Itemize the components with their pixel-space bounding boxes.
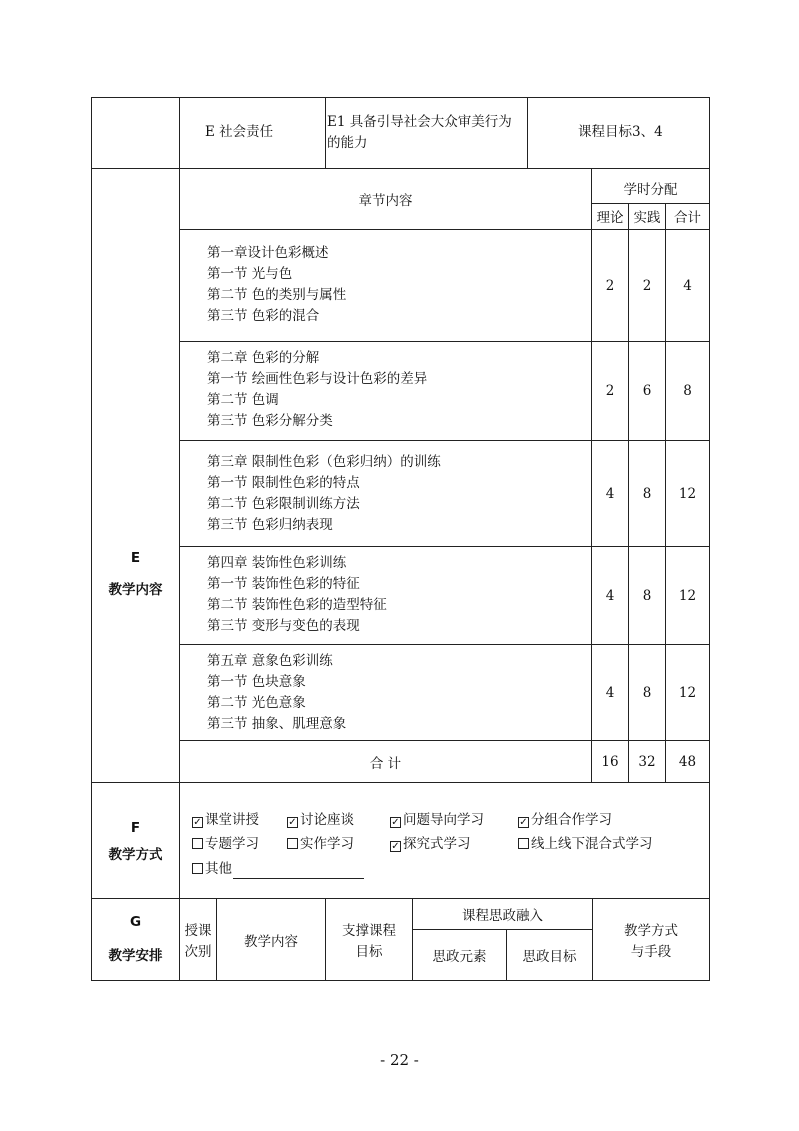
theory-cell: 2 — [591, 341, 629, 441]
chapter-line: 第三节 变形与变色的表现 — [207, 618, 360, 634]
chapter-lines — [207, 348, 427, 432]
chapter-line: 第一节 光与色 — [207, 266, 293, 282]
checkbox-icon[interactable] — [192, 838, 203, 849]
chapter-line: 第二章 色彩的分解 — [207, 350, 320, 366]
checkbox-icon[interactable]: ✓ — [193, 817, 202, 828]
practice-cell: 8 — [628, 644, 666, 741]
method-option[interactable]: 其他 — [192, 861, 232, 878]
section-f-title: 教学方式 — [108, 847, 163, 863]
checkbox-icon[interactable] — [518, 838, 529, 849]
chapter-content-label: 章节内容 — [358, 193, 413, 209]
chapter-line: 第三节 色彩归纳表现 — [207, 517, 333, 533]
total-label: 合计 — [674, 210, 701, 226]
chapter-line: 第一节 限制性色彩的特点 — [207, 475, 360, 491]
session-header-line-2: 次别 — [184, 944, 212, 960]
requirement-line-2: 的能力 — [327, 135, 368, 151]
content-header-cell: 教学内容 — [216, 898, 326, 981]
requirement-cell — [325, 97, 528, 169]
section-g-title: 教学安排 — [108, 948, 163, 964]
chapter-line: 第一节 装饰性色彩的特征 — [207, 576, 360, 592]
chapter-line: 第一章设计色彩概述 — [207, 245, 329, 261]
requirement-line-1: E1 具备引导社会大众审美行为 — [327, 114, 512, 130]
checkbox-icon[interactable]: ✓ — [519, 817, 528, 828]
practice-cell: 8 — [628, 546, 666, 645]
method-option[interactable]: ✓ 分组合作学习 — [519, 812, 612, 828]
total-cell: 8 — [665, 341, 710, 441]
chapter-lines — [207, 452, 441, 536]
section-e-label-cell — [91, 168, 180, 783]
ideology-header-cell: 课程思政融入 — [412, 898, 593, 930]
section-f-label-cell — [91, 782, 180, 899]
section-g-code: G — [129, 914, 142, 930]
total-cell: 12 — [665, 644, 710, 741]
theory-cell: 4 — [591, 546, 629, 645]
method-option[interactable]: ✓ 讨论座谈 — [288, 812, 354, 828]
checkbox-icon[interactable]: ✓ — [391, 817, 400, 828]
sum-label-cell: 合 计 — [179, 740, 592, 783]
theory-label: 理论 — [596, 210, 624, 226]
theory-cell: 2 — [591, 229, 629, 342]
other-input-underline[interactable] — [233, 878, 364, 879]
section-g-label-cell — [91, 898, 180, 981]
chapter-line: 第三节 色彩分解分类 — [207, 413, 333, 429]
chapter-line: 第三节 抽象、肌理意象 — [207, 716, 347, 732]
theory-cell: 4 — [591, 440, 629, 547]
practice-label: 实践 — [633, 210, 661, 226]
chapter-line: 第一节 色块意象 — [207, 674, 306, 690]
page-number: - 22 - — [380, 1051, 419, 1069]
header-row-left-cell — [91, 97, 180, 169]
chapter-lines — [207, 243, 346, 327]
sum-total-cell: 48 — [665, 740, 710, 783]
practice-cell: 6 — [628, 341, 666, 441]
chapter-line: 第四章 装饰性色彩训练 — [207, 555, 347, 571]
target-header-line-1: 支撑课程 — [342, 923, 396, 939]
practice-cell: 2 — [628, 229, 666, 342]
ideology-goal-cell: 思政目标 — [506, 929, 593, 981]
method-option[interactable]: ✓ 课堂讲授 — [193, 812, 259, 828]
method-option[interactable]: ✓ 问题导向学习 — [391, 812, 484, 828]
total-cell: 4 — [665, 229, 710, 342]
method-option[interactable]: ✓ 探究式学习 — [391, 836, 471, 852]
chapter-line: 第二节 色的类别与属性 — [207, 287, 347, 303]
chapter-line: 第三章 限制性色彩（色彩归纳）的训练 — [207, 454, 441, 470]
method-option[interactable]: 实作学习 — [287, 836, 354, 853]
chapter-lines — [207, 553, 387, 637]
chapter-lines — [207, 651, 346, 735]
total-cell: 12 — [665, 546, 710, 645]
checkbox-icon[interactable] — [287, 838, 298, 849]
target-text: 课程目标3、4 — [578, 124, 663, 140]
section-f-code: F — [130, 820, 141, 836]
sum-practice-cell: 32 — [628, 740, 666, 783]
checkbox-icon[interactable] — [192, 863, 203, 874]
theory-cell: 4 — [591, 644, 629, 741]
method-header-line-1: 教学方式 — [624, 923, 678, 939]
chapter-line: 第二节 装饰性色彩的造型特征 — [207, 597, 387, 613]
chapter-line: 第二节 光色意象 — [207, 695, 306, 711]
method-option[interactable]: 线上线下混合式学习 — [518, 836, 653, 853]
ideology-element-cell: 思政元素 — [412, 929, 507, 981]
target-header-line-2: 目标 — [355, 944, 383, 960]
chapter-line: 第五章 意象色彩训练 — [207, 653, 333, 669]
chapter-line: 第二节 色彩限制训练方法 — [207, 496, 360, 512]
method-header-line-2: 与手段 — [630, 944, 672, 960]
checkbox-icon[interactable]: ✓ — [391, 841, 400, 852]
method-option[interactable]: 专题学习 — [192, 836, 259, 853]
session-header-line-1: 授课 — [184, 923, 212, 939]
total-cell: 12 — [665, 440, 710, 547]
chapter-line: 第三节 色彩的混合 — [207, 308, 320, 324]
chapter-line: 第二节 色调 — [207, 392, 279, 408]
hours-label: 学时分配 — [623, 182, 678, 198]
chapter-line: 第一节 绘画性色彩与设计色彩的差异 — [207, 371, 428, 387]
practice-cell: 8 — [628, 440, 666, 547]
sum-theory-cell: 16 — [591, 740, 629, 783]
section-e-title: 教学内容 — [108, 582, 163, 598]
section-e-code: E — [130, 550, 141, 566]
checkbox-icon[interactable]: ✓ — [288, 817, 297, 828]
social-duty-code: E 社会责任 — [205, 124, 274, 140]
